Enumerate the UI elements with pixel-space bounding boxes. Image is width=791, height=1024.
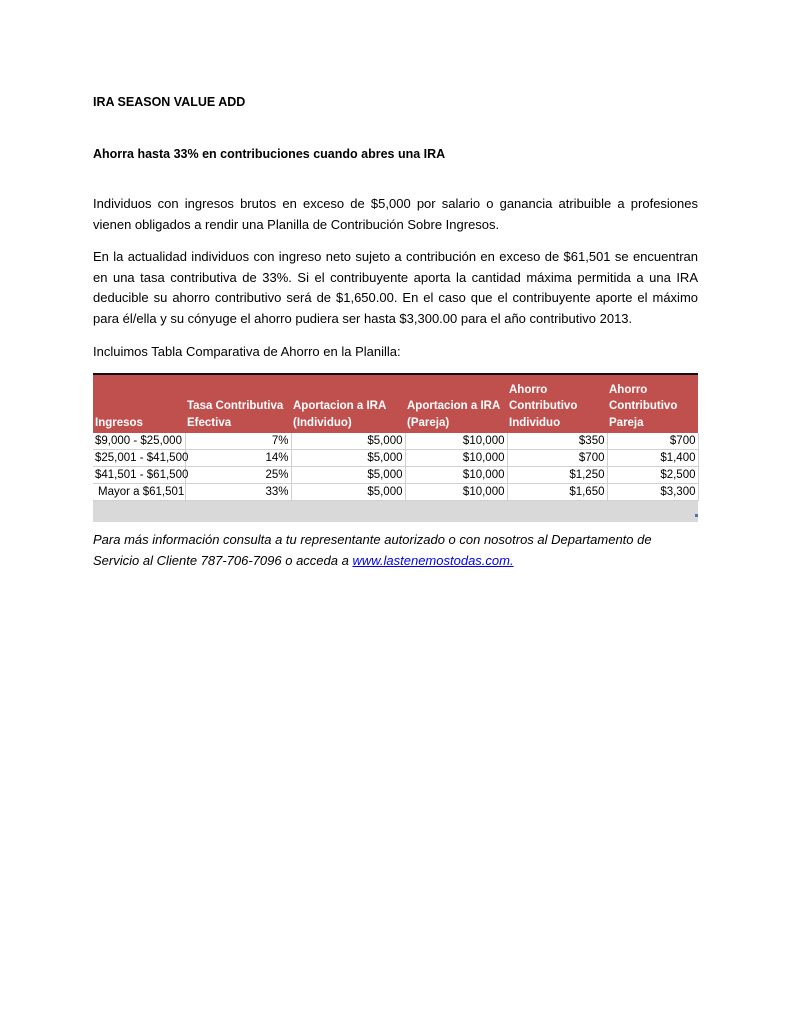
cell-ingresos: Mayor a $61,501	[93, 484, 185, 501]
paragraph-tax-savings: En la actualidad individuos con ingreso neto sujeto a contribución en exceso de $61,501 se encuentran en una tasa contributiva de 33%. Si el contribuyente aporta la cantidad máxima permitida a una IRA deducible su ahorro contributivo será de $1,650.00. En el caso que el contribuyente aporte el máximo para él/ella y su cónyuge el ahorro pudiera ser hasta $3,300.00 para el año contributivo 2013.	[93, 249, 698, 326]
header-aportacion-pareja: Aportacion a IRA (Pareja)	[405, 375, 507, 433]
comparison-table	[93, 375, 699, 501]
table-resize-handle	[695, 514, 698, 517]
header-ahorro-pareja: Ahorro Contributivo Pareja	[607, 375, 698, 433]
cell-ingresos: $25,001 - $41,500	[93, 450, 185, 467]
cell-aportacion-individuo: $5,000	[291, 450, 405, 467]
comparison-table-container	[93, 373, 698, 517]
header-ingresos: Ingresos	[93, 375, 185, 433]
cell-tasa: 25%	[185, 467, 291, 484]
cell-ahorro-individuo: $1,250	[507, 467, 607, 484]
cell-aportacion-individuo: $5,000	[291, 467, 405, 484]
cell-tasa: 14%	[185, 450, 291, 467]
table-header-row	[93, 375, 698, 433]
cell-ahorro-individuo: $1,650	[507, 484, 607, 501]
table-row	[93, 467, 698, 484]
header-ahorro-individuo: Ahorro Contributivo Individuo	[507, 375, 607, 433]
table-row	[93, 433, 698, 450]
cell-ahorro-pareja: $700	[607, 433, 698, 450]
cell-aportacion-pareja: $10,000	[405, 484, 507, 501]
cell-tasa: 33%	[185, 484, 291, 501]
paragraph-table-intro: Incluimos Tabla Comparativa de Ahorro en la Planilla:	[93, 344, 401, 359]
table-row	[93, 484, 698, 501]
cell-aportacion-pareja: $10,000	[405, 433, 507, 450]
cell-aportacion-pareja: $10,000	[405, 450, 507, 467]
contact-info-line1: Para más información consulta a tu representante autorizado o con nosotros al Departamento de	[93, 532, 652, 547]
cell-ahorro-pareja: $1,400	[607, 450, 698, 467]
cell-ahorro-pareja: $3,300	[607, 484, 698, 501]
document-subtitle: Ahorra hasta 33% en contribuciones cuando abres una IRA	[93, 147, 446, 161]
cell-ahorro-pareja: $2,500	[607, 467, 698, 484]
contact-info-line2: Servicio al Cliente 787-706-7096 o acceda a	[93, 552, 353, 568]
cell-aportacion-pareja: $10,000	[405, 467, 507, 484]
cell-ahorro-individuo: $700	[507, 450, 607, 467]
header-aportacion-individuo: Aportacion a IRA (Individuo)	[291, 375, 405, 433]
cell-tasa: 7%	[185, 433, 291, 450]
paragraph-income-requirement: Individuos con ingresos brutos en exceso de $5,000 por salario o ganancia atribuible a profesiones vienen obligados a rendir una Planilla de Contribución Sobre Ingresos.	[93, 196, 698, 232]
website-link[interactable]: www.lastenemostodas.com.	[352, 552, 514, 568]
cell-ahorro-individuo: $350	[507, 433, 607, 450]
cell-ingresos: $41,501 - $61,500	[93, 467, 185, 484]
table-row	[93, 450, 698, 467]
contact-info	[93, 530, 713, 571]
cell-aportacion-individuo: $5,000	[291, 484, 405, 501]
table-footer-band	[93, 501, 698, 522]
cell-aportacion-individuo: $5,000	[291, 433, 405, 450]
document-title: IRA SEASON VALUE ADD	[93, 95, 246, 109]
cell-ingresos: $9,000 - $25,000	[93, 433, 185, 450]
header-tasa-contributiva: Tasa Contributiva Efectiva	[185, 375, 291, 433]
